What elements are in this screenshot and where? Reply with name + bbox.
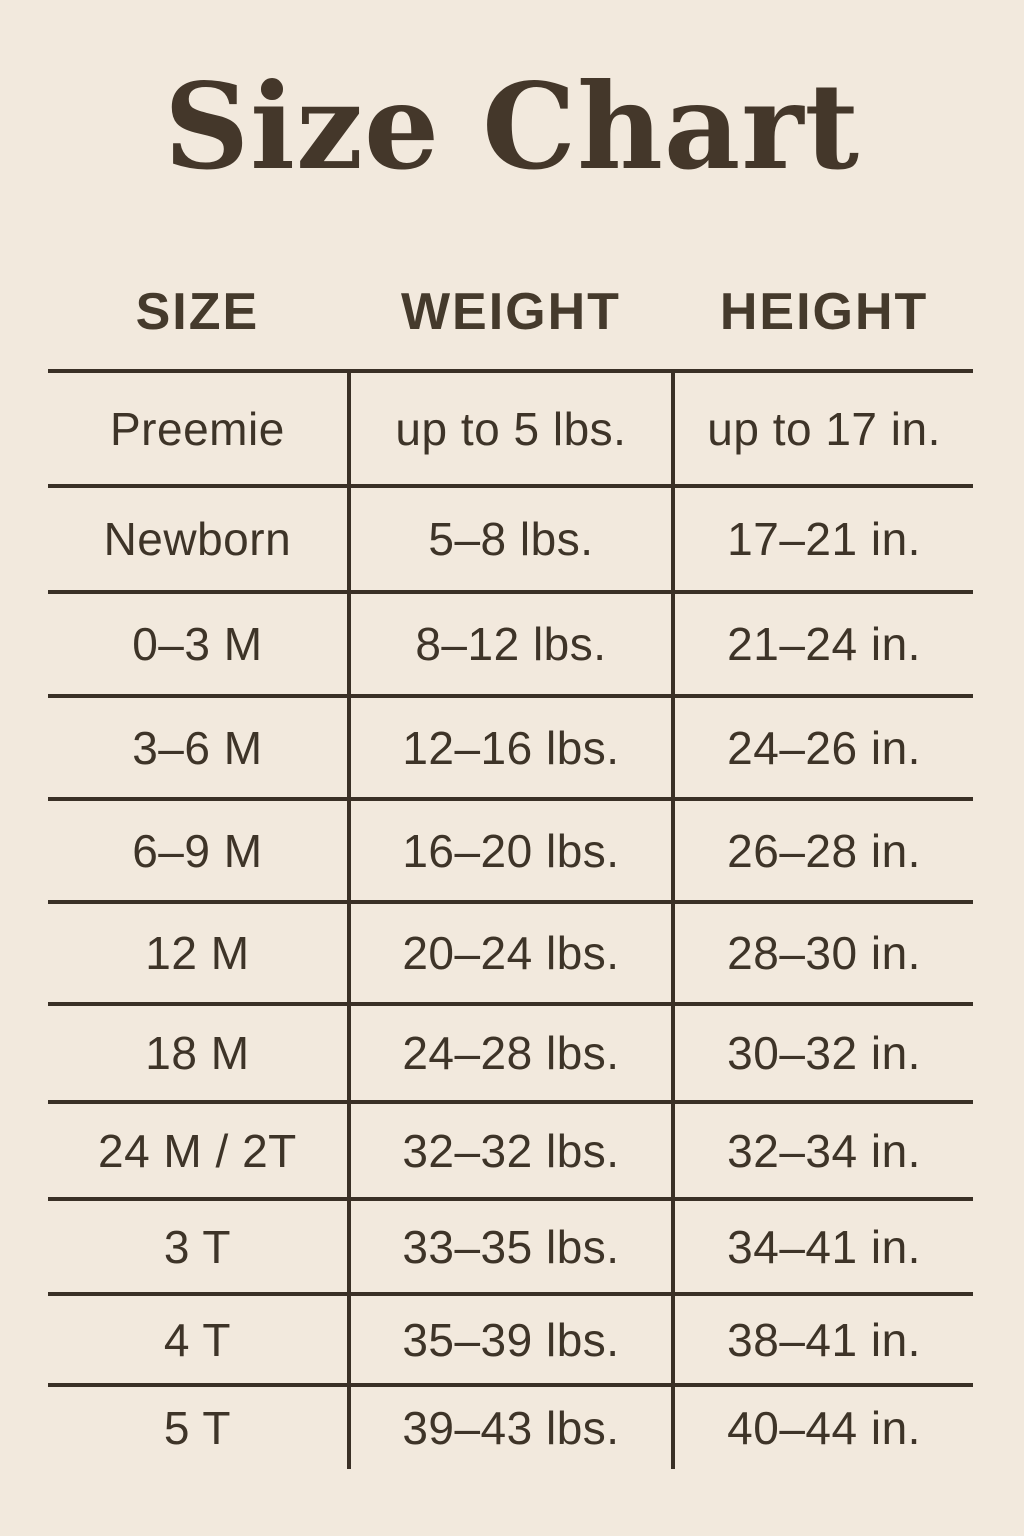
table-row: [48, 1383, 973, 1469]
weight-cell: 16–20 lbs.: [347, 801, 675, 900]
size-cell: 12 M: [145, 927, 250, 979]
size-cell: 0–3 M: [132, 618, 263, 670]
weight-cell: 35–39 lbs.: [347, 1296, 675, 1383]
height-cell: 26–28 in.: [727, 824, 921, 877]
height-cell: 24–26 in.: [727, 721, 921, 774]
size-cell: 4 T: [163, 1313, 231, 1366]
table-row: [48, 1100, 973, 1197]
height-cell: 40–44 in.: [727, 1402, 921, 1454]
table-body: [48, 369, 973, 1469]
table-row: [48, 797, 973, 900]
size-cell: Newborn: [103, 513, 292, 565]
table-row: [48, 1292, 973, 1383]
weight-cell: 39–43 lbs.: [347, 1387, 675, 1469]
weight-cell: 20–24 lbs.: [347, 904, 675, 1002]
height-cell: up to 17 in.: [707, 402, 941, 455]
size-cell: Preemie: [109, 402, 285, 455]
weight-cell: 33–35 lbs.: [347, 1201, 675, 1292]
size-cell: 3 T: [163, 1220, 231, 1273]
height-cell: 34–41 in.: [727, 1220, 921, 1273]
weight-cell: 24–28 lbs.: [347, 1006, 675, 1100]
size-cell: 5 T: [163, 1402, 231, 1454]
table-row: [48, 1197, 973, 1292]
size-cell: 3–6 M: [132, 721, 263, 774]
weight-cell: 32–32 lbs.: [347, 1104, 675, 1197]
size-cell: 18 M: [145, 1027, 250, 1079]
weight-cell: 8–12 lbs.: [347, 594, 675, 694]
height-cell: 38–41 in.: [727, 1313, 921, 1366]
height-cell: 21–24 in.: [727, 618, 921, 670]
weight-cell: 5–8 lbs.: [347, 488, 675, 590]
table-row: [48, 590, 973, 694]
weight-cell: 12–16 lbs.: [347, 698, 675, 797]
table-row: [48, 694, 973, 797]
height-cell: 30–32 in.: [727, 1027, 921, 1079]
table-header-row: [48, 255, 973, 369]
table-row: [48, 484, 973, 590]
weight-cell: up to 5 lbs.: [347, 373, 675, 484]
header-size: SIZE: [135, 283, 260, 341]
page-title: Size Chart: [163, 57, 861, 196]
height-cell: 17–21 in.: [727, 513, 921, 565]
size-cell: 6–9 M: [132, 824, 263, 877]
header-height: HEIGHT: [719, 283, 929, 341]
height-cell: 28–30 in.: [727, 927, 921, 979]
table-row: [48, 373, 973, 484]
size-cell: 24 M / 2T: [97, 1124, 297, 1177]
height-cell: 32–34 in.: [727, 1124, 921, 1177]
table-row: [48, 900, 973, 1002]
header-weight: WEIGHT: [400, 283, 621, 341]
table-row: [48, 1002, 973, 1100]
size-table: [48, 255, 973, 1469]
